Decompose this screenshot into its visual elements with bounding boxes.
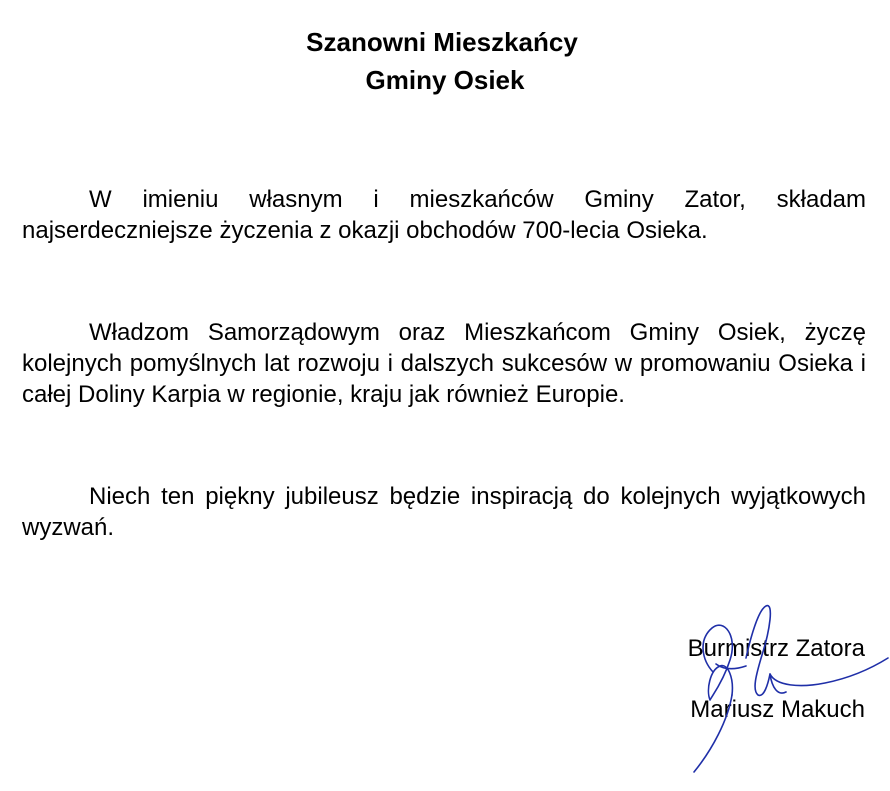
letter-paragraph-2: Władzom Samorządowym oraz Mieszkańcom Gminy Osiek, życzę kolejnych pomyślnych lat rozwoju i dalszych sukcesów w promowaniu Osieka i całej Doliny Karpia w regionie, kraju jak również Europie. — [22, 319, 866, 408]
letter-paragraph-3: Niech ten piękny jubileusz będzie inspiracją do kolejnych wyjątkowych wyzwań. — [22, 483, 866, 541]
letter-heading-line-1: Szanowni Mieszkańcy — [306, 27, 578, 57]
letter-heading-line-2: Gminy Osiek — [365, 65, 525, 95]
signatory-name: Mariusz Makuch — [690, 696, 865, 723]
signatory-role: Burmistrz Zatora — [687, 635, 865, 662]
signature-stroke-cross — [716, 664, 746, 669]
letter-paragraph-1: W imieniu własnym i mieszkańców Gminy Zator, składam najserdeczniejsze życzenia z okazji obchodów 700-lecia Osieka. — [22, 186, 866, 244]
handwritten-signature — [650, 600, 890, 780]
